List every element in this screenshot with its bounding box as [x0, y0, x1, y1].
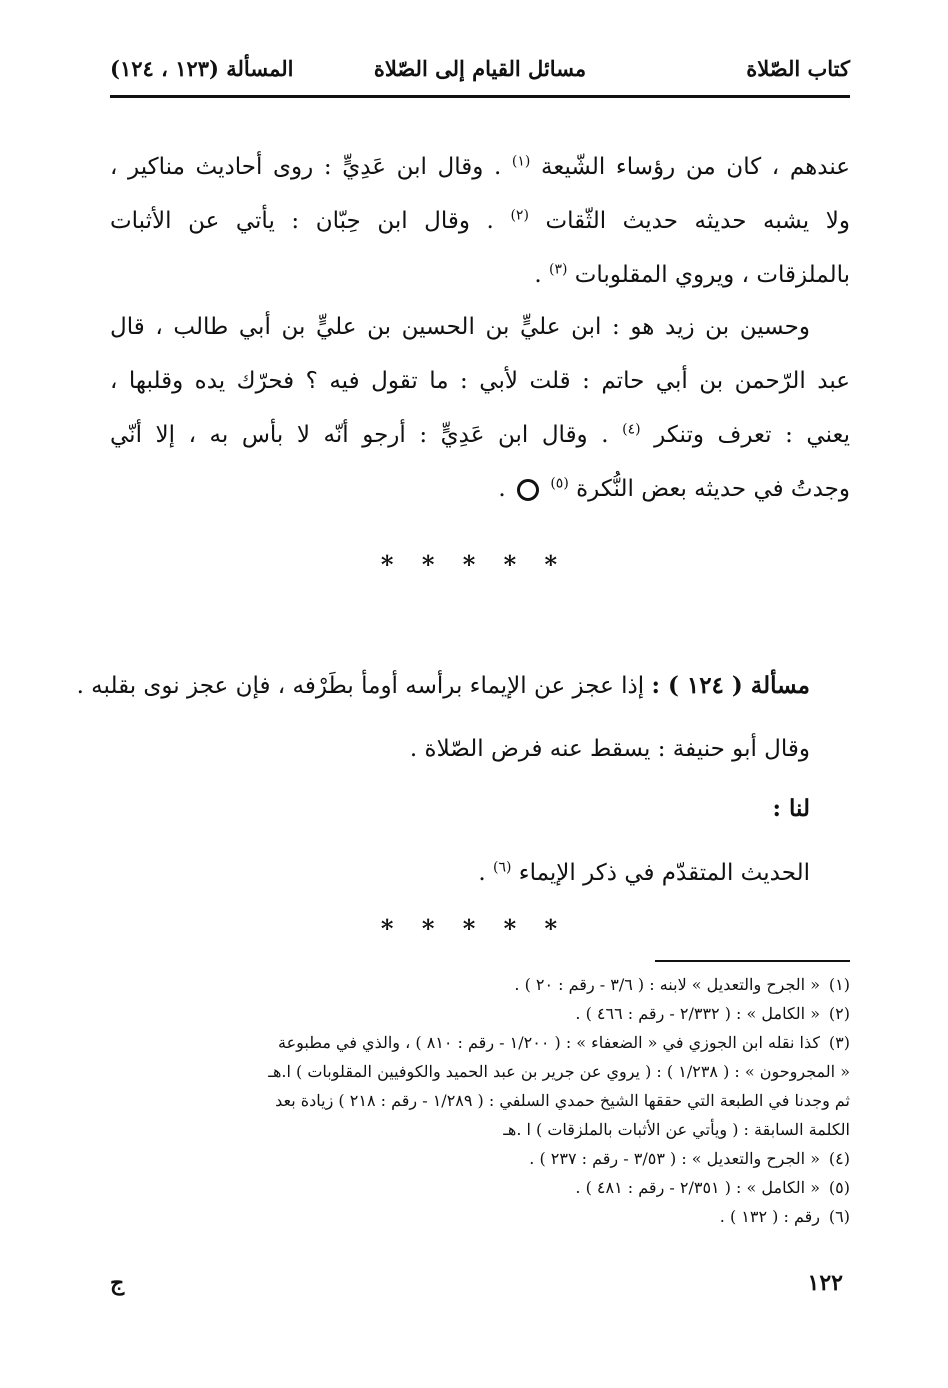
paragraph-1-line-3: [110, 248, 850, 302]
footnote-text: « الكامل » : ( ٢/٣٥١ - رقم : ٤٨١ ) .: [575, 1178, 820, 1197]
footnote-2: [110, 999, 850, 1028]
text-span: . وقال ابن حِبّان : يأتي عن الأثبات: [110, 208, 494, 234]
footnote-num: (٤): [828, 1149, 850, 1168]
issue-124: [76, 654, 850, 718]
text-span: . وقال ابن عَدِيٍّ : أرجو أنّه لا بأس به ، إلا أنّي: [110, 422, 609, 448]
footnote-ref-4[interactable]: (٤): [622, 421, 641, 438]
footnote-text: « الكامل » : ( ٢/٣٣٢ - رقم : ٤٦٦ ) .: [575, 1004, 820, 1023]
footnote-ref-3[interactable]: (٣): [548, 261, 568, 278]
footnote-num: (٥): [828, 1178, 850, 1197]
issue-124-title: مسألة ( ١٢٤ ) :: [651, 672, 810, 699]
issue-124-text: إذا عجز عن الإيماء برأسه أومأ بطَرْفه ، فإن عجز نوى بقلبه .: [76, 673, 645, 699]
text-span: بالملزقات ، ويروي المقلوبات: [574, 262, 850, 288]
footnote-num: (١): [828, 975, 850, 994]
paragraph-1-line-2: [110, 194, 850, 248]
page-number: ١٢٢: [807, 1270, 843, 1296]
footnote-5: [110, 1173, 850, 1202]
footnote-ref-5[interactable]: (٥): [550, 475, 569, 492]
text-span: .: [498, 476, 506, 502]
footnote-ref-2[interactable]: (٢): [510, 207, 529, 224]
running-head-issue: المسألة (١٢٣ ، ١٢٤): [110, 56, 294, 81]
footnote-num: (٢): [828, 1004, 850, 1023]
paragraph-2-line-3: [110, 408, 850, 462]
signature-mark: ج: [110, 1270, 125, 1296]
footnote-rule: [655, 960, 850, 962]
footnote-ref-1[interactable]: (١): [511, 153, 531, 170]
text-span: . وقال ابن عَدِيٍّ : روى أحاديث مناكير ،: [110, 154, 502, 180]
footnote-num: (٣): [828, 1033, 850, 1052]
header-rule: [110, 95, 850, 98]
footnote-3-cont-3: [110, 1115, 850, 1144]
footnote-text: « الجرح والتعديل » لابنه : ( ٣/٦ - رقم : ٢٠ ) .: [514, 975, 820, 994]
footnote-1: [110, 970, 850, 999]
footnotes: [110, 970, 850, 1231]
running-head-section: مسائل القيام إلى الصّلاة: [373, 56, 587, 81]
section-divider-stars: * * * * *: [380, 550, 568, 579]
paragraph-2-line-4: [110, 462, 850, 516]
text-span: عندهم ، كان من رؤساء الشّيعة: [541, 154, 850, 180]
footnote-3: [110, 1028, 850, 1057]
hanafi-view: وقال أبو حنيفة : يسقط عنه فرض الصّلاة .: [409, 736, 810, 762]
section-divider-stars-2: * * * * *: [380, 914, 568, 943]
footnote-text: « المجروحون » : ( ١/٢٣٨ ) : ( يروي عن جرير بن عبد الحميد والكوفيين المقلوبات ) ا.هـ: [268, 1062, 850, 1081]
footnote-ref-6[interactable]: (٦): [493, 859, 512, 876]
running-head-book: كتاب الصّلاة: [746, 56, 850, 81]
footnote-6: [110, 1202, 850, 1231]
issue-124-line-1: [76, 654, 850, 718]
paragraph-2-line-2: عبد الرّحمن بن أبي حاتم : قلت لأبي : ما تقول فيه ؟ فحرّك يده وقلبها ،: [110, 368, 850, 394]
end-circle-icon: [517, 479, 539, 501]
footnote-text: كذا نقله ابن الجوزي في « الضعفاء » : ( ١/٢٠٠ - رقم : ٨١٠ ) ، والذي في مطبوعة: [277, 1033, 820, 1052]
footnote-text: « الجرح والتعديل » : ( ٣/٥٣ - رقم : ٢٣٧ ) .: [529, 1149, 820, 1168]
paragraph-2: [110, 300, 850, 516]
footnote-text: الكلمة السابقة : ( ويأتي عن الأثبات بالملزقات ) ا .هـ: [503, 1120, 850, 1139]
lana-heading: لنا :: [772, 795, 810, 822]
paragraph-2-line-1: وحسين بن زيد هو : ابن عليٍّ بن الحسين بن عليٍّ بن أبي طالب ، قال: [110, 314, 810, 340]
footnote-text: رقم : ( ١٣٢ ) .: [719, 1207, 820, 1226]
footnote-num: (٦): [828, 1207, 850, 1226]
text-span: ولا يشبه حديثه حديث الثّقات: [545, 208, 850, 234]
text-span: .: [478, 860, 486, 886]
paragraph-1-line-1: [110, 140, 850, 194]
text-span: .: [534, 262, 542, 288]
hadith-line: [110, 846, 850, 900]
text-span: يعني : تعرف وتنكر: [654, 422, 851, 448]
text-span: الحديث المتقدّم في ذكر الإيماء: [518, 860, 810, 886]
footnote-text: ثم وجدنا في الطبعة التي حققها الشيخ حمدي السلفي : ( ١/٢٨٩ - رقم : ٢١٨ ) زيادة بعد: [275, 1091, 850, 1110]
footnote-4: [110, 1144, 850, 1173]
footnote-3-cont-2: [110, 1086, 850, 1115]
paragraph-1: [110, 140, 850, 302]
text-span: وجدتُ في حديثه بعض النُّكرة: [576, 476, 850, 502]
running-head: [110, 50, 850, 92]
footnote-3-cont-1: [110, 1057, 850, 1086]
